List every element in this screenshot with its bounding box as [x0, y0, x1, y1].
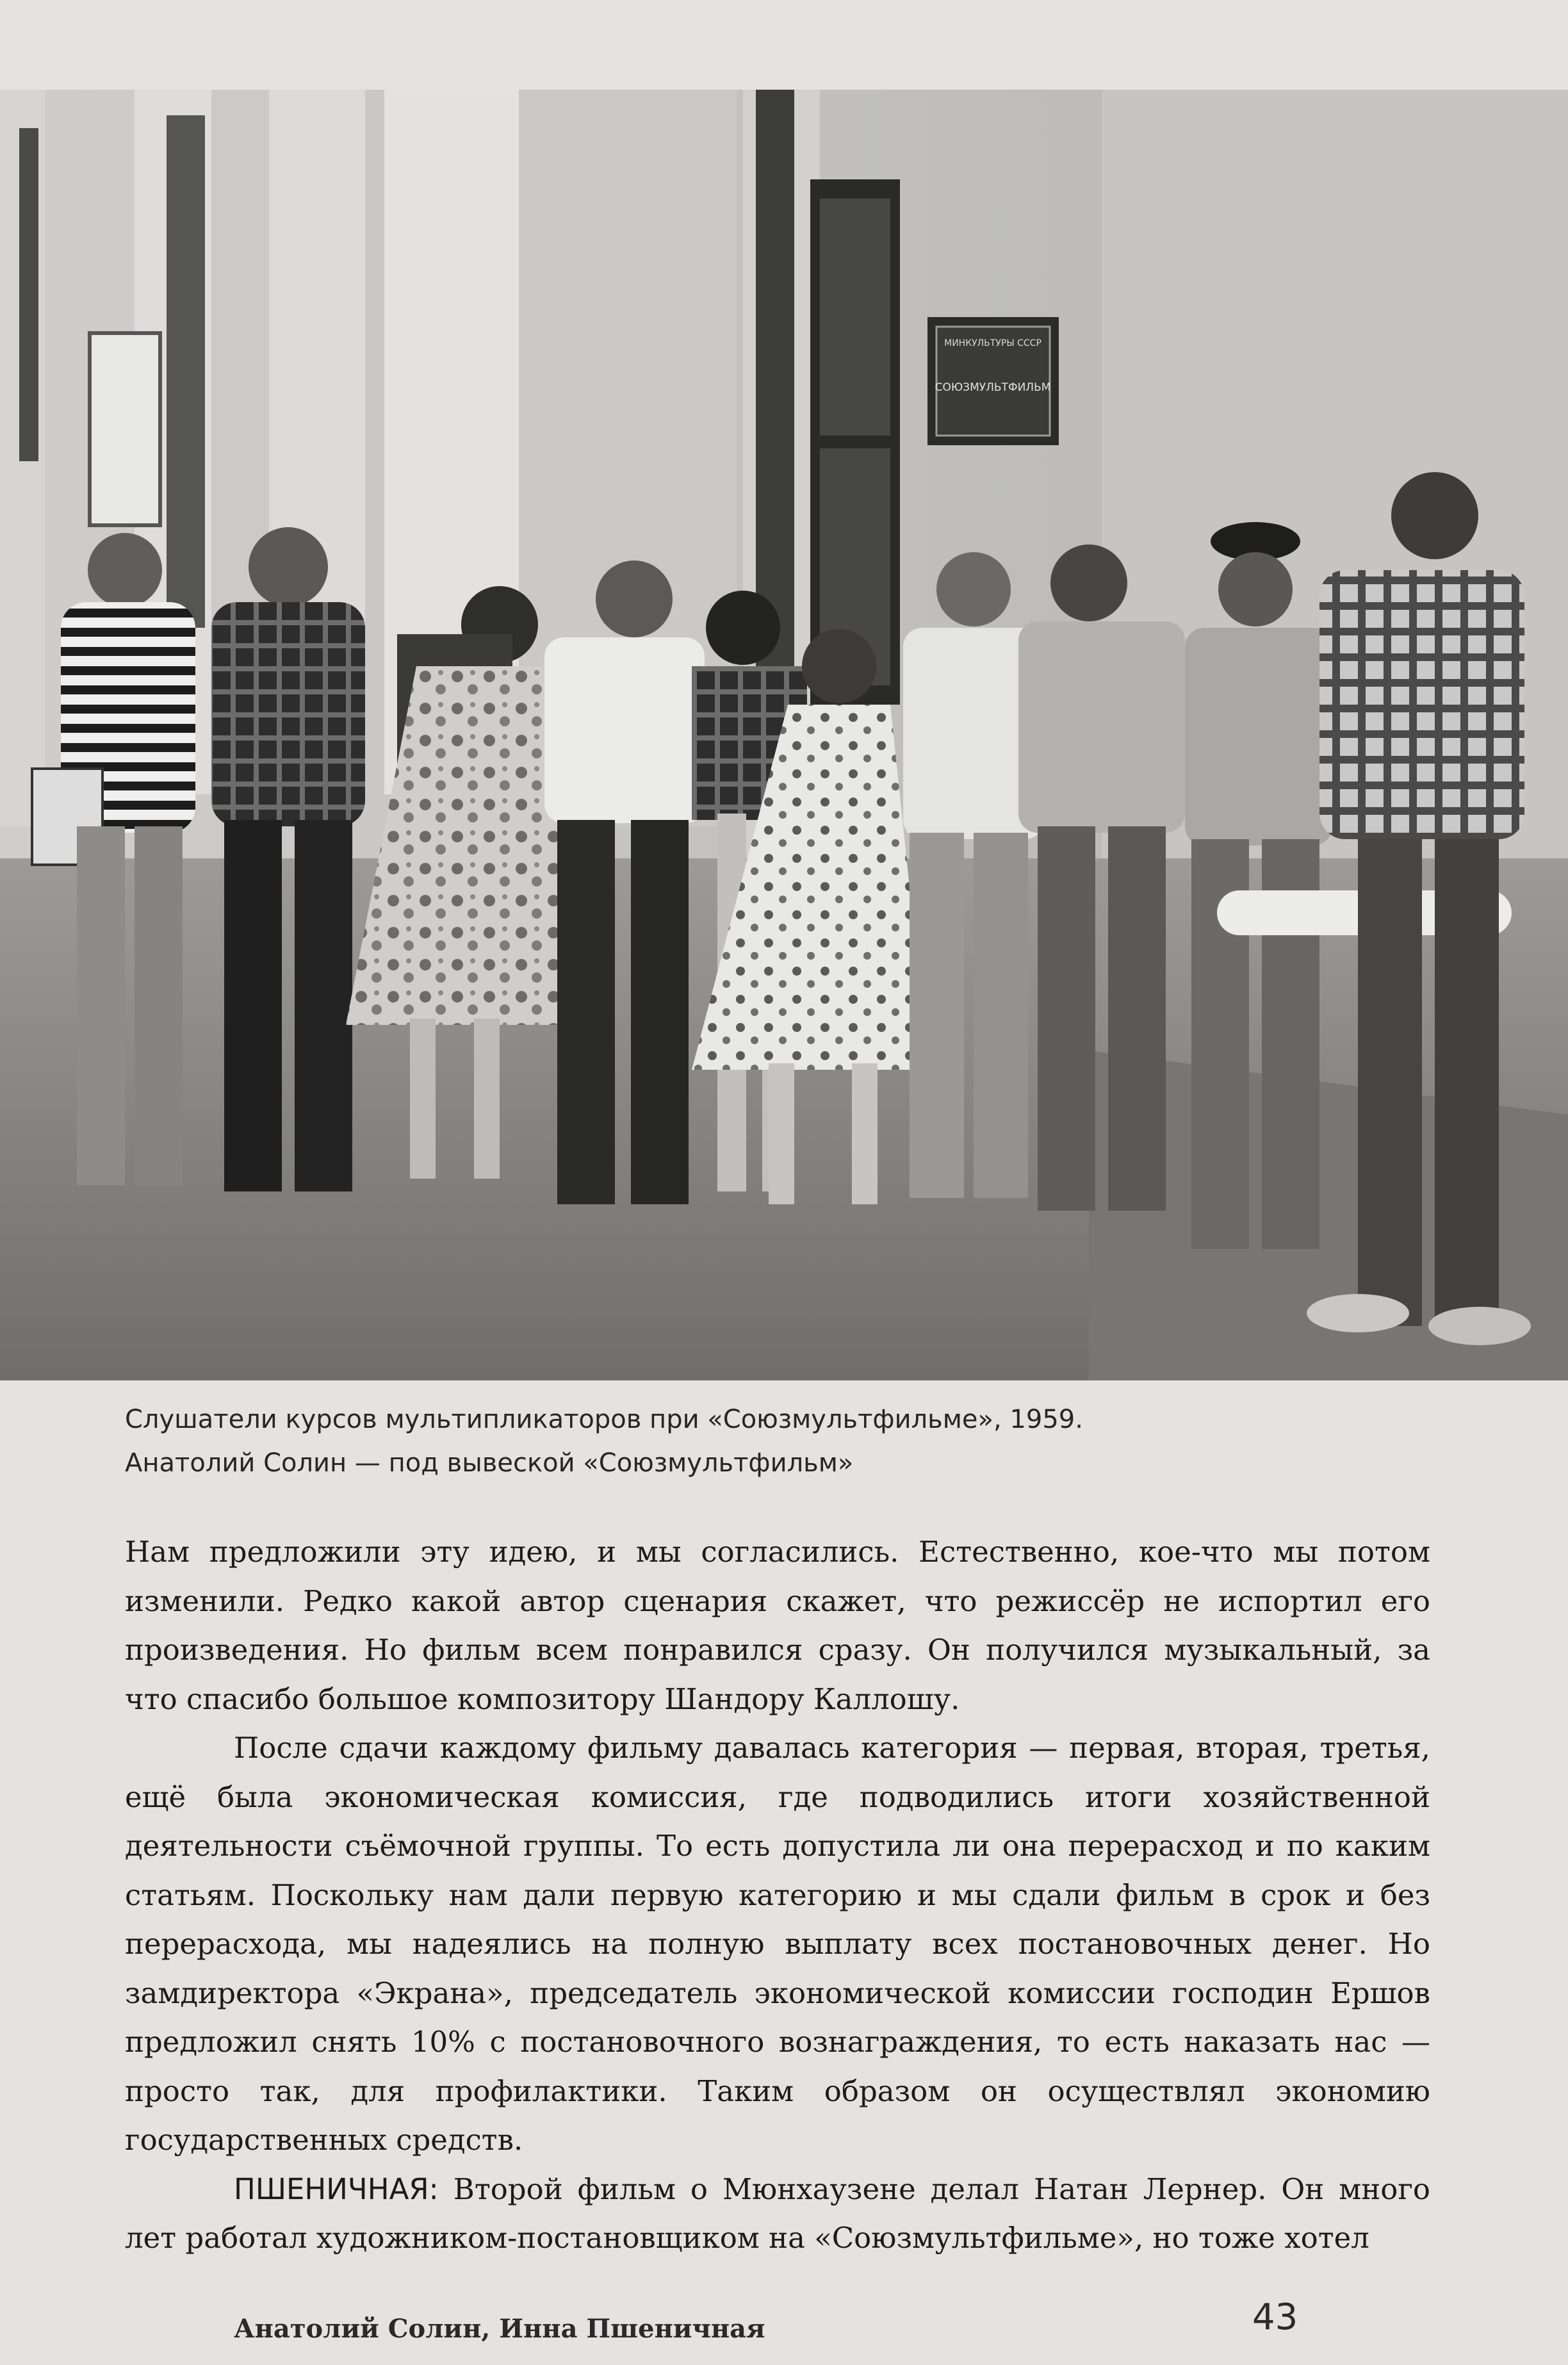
page-number: 43 [1252, 2296, 1298, 2338]
caption-line-2: Анатолий Солин — под вывеской «Союзмультфильм» [125, 1448, 854, 1478]
photo-caption [125, 1398, 1470, 1485]
speaker-name: ПШЕНИЧНАЯ: [234, 2172, 439, 2206]
group-photo [0, 90, 1568, 1380]
paragraph-2: После сдачи каждому фильму давалась категория — первая, вторая, третья, ещё была экономическая комиссия, где подводились итоги хозяйственной деятельности съёмочной группы. То есть допустила ли она перерасход и по каким статьям. Поскольку нам дали первую категорию и мы сдали фильм в срок и без перерасхода, мы надеялись на полную выплату всех постановочных денег. Но замдиректора «Экрана», председатель экономической комиссии господин Ершов предложил снять 10% с постановочного вознаграждения, то есть наказать нас — просто так, для профилактики. Таким образом он осуществлял экономию государственных средств. [125, 1731, 1430, 2157]
paragraph-1: Нам предложили эту идею, и мы согласились. Естественно, кое-что мы потом изменили. Редко какой автор сценария скажет, что режиссёр не испортил его произведения. Но фильм всем понравился сразу. Он получился музыкальный, за что спасибо большое композитору Шандору Каллошу. [125, 1535, 1430, 1716]
paragraph-3 [125, 2165, 1430, 2263]
sign-ministry-text: МИНКУЛЬТУРЫ СССР [944, 338, 1041, 348]
sign-studio-text: СОЮЗМУЛЬТФИЛЬМ [935, 381, 1051, 394]
caption-line-1: Слушатели курсов мультипликаторов при «Союзмультфильме», 1959. [125, 1405, 1083, 1434]
paragraph-3-text: Второй фильм о Мюнхаузене делал Натан Лернер. Он много лет работал художником-постановщиком на «Союзмультфильме», но тоже хотел [125, 2172, 1430, 2255]
body-text [125, 1528, 1430, 2263]
running-footer-authors: Анатолий Солин, Инна Пшеничная [234, 2314, 765, 2344]
